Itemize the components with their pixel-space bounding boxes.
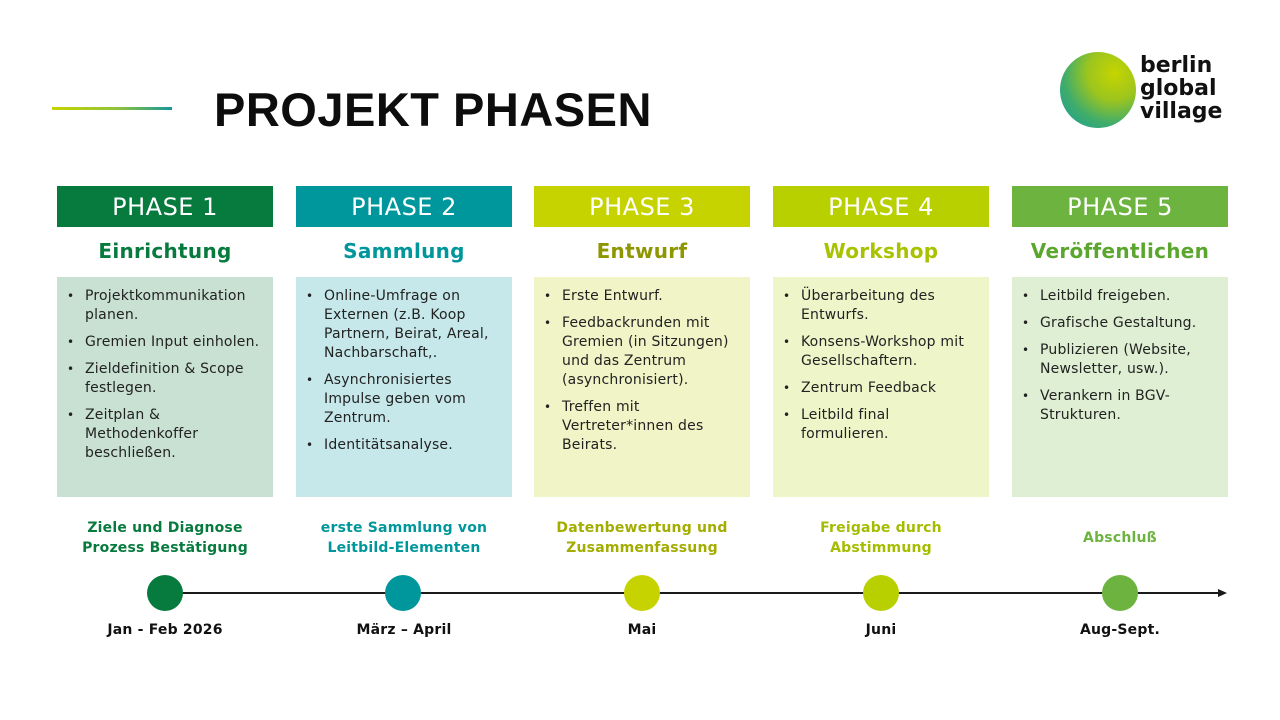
phase-header: PHASE 3 — [534, 186, 750, 227]
milestone-line: Abstimmung — [830, 540, 932, 556]
phase-column-1 — [57, 186, 273, 497]
milestone-line: Abschluß — [1083, 530, 1157, 546]
timeline-date-3: Mai — [627, 622, 657, 638]
milestone-line: Ziele und Diagnose — [87, 520, 243, 536]
phase-task-item: • Leitbild freigeben. — [1022, 287, 1218, 306]
phase-name: Veröffentlichen — [1030, 239, 1210, 263]
phase-task-item: • Feedbackrunden mit Gremien (in Sitzungen) und das Zentrum (asynchronisiert). — [544, 314, 740, 390]
page-title: PROJEKT PHASEN — [214, 83, 652, 136]
timeline-date-2: März – April — [356, 622, 452, 638]
milestone-line: Datenbewertung und — [556, 520, 728, 536]
timeline-axis — [164, 592, 1220, 594]
phase-task-item: • Erste Entwurf. — [544, 287, 740, 306]
timeline-dot-2 — [385, 575, 421, 611]
phase-column-3 — [534, 186, 750, 497]
timeline-arrow-icon — [1218, 589, 1227, 597]
phase-task-box — [534, 277, 750, 497]
phase-header: PHASE 2 — [296, 186, 512, 227]
phase-task-item: • Treffen mit Vertreter*innen des Beirats. — [544, 398, 740, 455]
milestone-label-2 — [296, 512, 512, 564]
milestone-line: Freigabe durch — [820, 520, 942, 536]
berlin-global-village-logo — [1060, 52, 1240, 132]
title-accent-line — [52, 107, 172, 110]
timeline-date-5: Aug-Sept. — [1079, 622, 1161, 638]
phase-task-item: • Zeitplan & Methodenkoffer beschließen. — [67, 406, 263, 463]
phase-task-item: • Zentrum Feedback — [783, 379, 979, 398]
logo-line: berlin — [1140, 53, 1213, 78]
logo-wordmark — [1140, 54, 1222, 123]
phase-task-item: • Gremien Input einholen. — [67, 333, 263, 352]
phase-task-item: • Konsens-Workshop mit Gesellschaftern. — [783, 333, 979, 371]
phase-task-box — [773, 277, 989, 497]
logo-line: village — [1140, 99, 1223, 124]
phase-name: Sammlung — [343, 239, 465, 263]
milestone-line: Zusammenfassung — [566, 540, 718, 556]
milestone-line: Prozess Bestätigung — [82, 540, 248, 556]
phase-header: PHASE 1 — [57, 186, 273, 227]
timeline-dot-1 — [147, 575, 183, 611]
phase-task-box — [296, 277, 512, 497]
timeline-dot-4 — [863, 575, 899, 611]
phase-task-item: • Identitätsanalyse. — [306, 436, 502, 455]
phase-name: Einrichtung — [98, 239, 232, 263]
phase-task-item: • Überarbeitung des Entwurfs. — [783, 287, 979, 325]
timeline-date-4: Juni — [865, 622, 897, 638]
phase-task-list — [544, 287, 740, 455]
phase-column-2 — [296, 186, 512, 497]
phase-task-list — [783, 287, 979, 444]
logo-line: global — [1140, 76, 1217, 101]
phase-name: Entwurf — [596, 239, 688, 263]
phase-name: Workshop — [823, 239, 939, 263]
milestone-label-3 — [534, 512, 750, 564]
phase-column-4 — [773, 186, 989, 497]
phase-column-5 — [1012, 186, 1228, 497]
phase-task-item: • Zieldefinition & Scope festlegen. — [67, 360, 263, 398]
phase-task-item: • Grafische Gestaltung. — [1022, 314, 1218, 333]
milestone-label-5 — [1012, 512, 1228, 564]
phase-task-box — [57, 277, 273, 497]
milestone-line: erste Sammlung von — [320, 520, 488, 536]
phase-task-item: • Publizieren (Website, Newsletter, usw.). — [1022, 341, 1218, 379]
phase-task-item: • Asynchronisiertes Impulse geben vom Zentrum. — [306, 371, 502, 428]
logo-circle-icon — [1060, 52, 1136, 128]
milestone-label-1 — [57, 512, 273, 564]
milestone-label-4 — [773, 512, 989, 564]
phase-task-list — [1022, 287, 1218, 425]
milestone-line: Leitbild-Elementen — [327, 540, 481, 556]
timeline-date-1: Jan - Feb 2026 — [107, 622, 223, 638]
phase-task-item: • Verankern in BGV-Strukturen. — [1022, 387, 1218, 425]
timeline-dot-3 — [624, 575, 660, 611]
phase-task-list — [67, 287, 263, 463]
timeline-dot-5 — [1102, 575, 1138, 611]
phase-task-list — [306, 287, 502, 455]
phase-task-item: • Online-Umfrage on Externen (z.B. Koop Partnern, Beirat, Areal, Nachbarschaft,. — [306, 287, 502, 363]
phase-task-box — [1012, 277, 1228, 497]
phase-header: PHASE 5 — [1012, 186, 1228, 227]
phase-header: PHASE 4 — [773, 186, 989, 227]
phase-task-item: • Projektkommunikation planen. — [67, 287, 263, 325]
phase-task-item: • Leitbild final formulieren. — [783, 406, 979, 444]
